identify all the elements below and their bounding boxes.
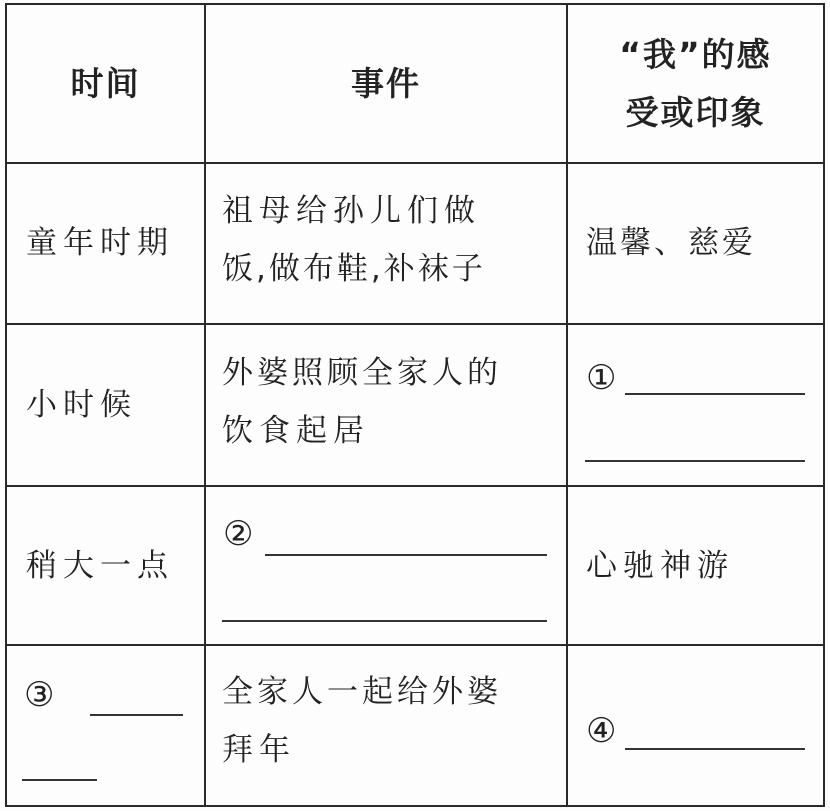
row3-time xyxy=(26,537,201,595)
row4-feeling-blank[interactable] xyxy=(625,748,805,750)
row2-feeling-blank-2[interactable] xyxy=(585,460,805,462)
row1-time-text: 童年时期 xyxy=(26,225,174,261)
row3-feeling xyxy=(586,537,821,595)
row2-time xyxy=(26,376,201,434)
row4-feeling-marker: ④ xyxy=(586,711,617,751)
row3-event-marker: ② xyxy=(223,514,254,554)
row2-time-text: 小时候 xyxy=(26,387,137,423)
row-divider-3 xyxy=(5,644,825,646)
row1-feeling-text: 温馨、慈爱 xyxy=(586,225,756,261)
row1-time xyxy=(26,214,201,272)
header-event-text: 事件 xyxy=(351,63,421,103)
header-feeling xyxy=(568,5,823,162)
row1-event-line2: 饭,做布鞋,补袜子 xyxy=(222,251,486,287)
row2-event-line1: 外婆照顾全家人的 xyxy=(222,355,502,391)
row2-feeling-marker: ① xyxy=(586,358,617,398)
header-divider xyxy=(5,162,825,164)
header-feeling-line2: 受或印象 xyxy=(625,92,766,132)
row1-event-line1: 祖母给孙儿们做 xyxy=(222,193,481,229)
row3-event-blank-1[interactable] xyxy=(265,554,547,556)
table-border-right xyxy=(823,3,825,807)
row3-feeling-text: 心驰神游 xyxy=(586,548,734,584)
row-divider-1 xyxy=(5,323,825,325)
row2-event-line2: 饮食起居 xyxy=(222,413,370,449)
row4-time-blank-2[interactable] xyxy=(22,779,97,781)
row3-time-text: 稍大一点 xyxy=(26,548,174,584)
row-divider-2 xyxy=(5,485,825,487)
row4-time-blank-1[interactable] xyxy=(90,714,183,716)
row4-event-line2: 拜年 xyxy=(222,732,296,768)
row1-event xyxy=(222,182,566,298)
row2-feeling-blank-1[interactable] xyxy=(625,393,805,395)
header-event xyxy=(206,5,566,162)
header-time xyxy=(7,5,204,162)
row4-time-marker: ③ xyxy=(24,675,55,715)
row2-event xyxy=(222,344,566,460)
header-feeling-line1: “我”的感 xyxy=(619,34,772,74)
row1-feeling xyxy=(586,214,821,272)
row4-event xyxy=(222,663,566,779)
row3-event-blank-2[interactable] xyxy=(222,620,547,622)
header-time-text: 时间 xyxy=(70,63,141,103)
row4-event-line1: 全家人一起给外婆 xyxy=(222,674,502,710)
table-border-bottom xyxy=(5,805,825,807)
